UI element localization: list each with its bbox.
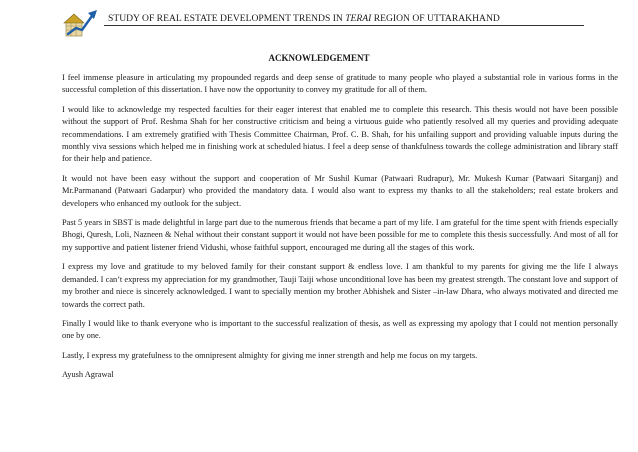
header-divider [104, 25, 584, 26]
paragraph: I would like to acknowledge my respected faculties for their eager interest that enabled me to complete this research. This thesis would not have been possible without the support of Prof. Reshma Shah for her constructive criticism and being a virtuous guide who patiently resolved all my queries and providing adequate recommendations. I am extremely gratified with Thesis Committee Chairman, Prof. C. B. Shah, for his unfailing support and providing valuable inputs during the monthly viva sessions which helped me in finishing work at scheduled hiatus. I feel a deep sense of thankfulness towards the college administration and library staff for their help and patience. [62, 104, 618, 164]
paragraph: It would not have been easy without the support and cooperation of Mr Sushil Kumar (Patwaari Rudrapur), Mr. Mukesh Kumar (Patwaari Sitarganj) and Mr.Parmanand (Patwaari Gadarpur) who provided the mandatory data. I would also want to express my thanks to all the stakeholders; real estate brokers and developers who enhanced my outlook for the subject. [62, 173, 618, 208]
page-header [0, 0, 638, 44]
header-title-suffix: REGION OF UTTARAKHAND [371, 13, 500, 24]
house-arrow-logo-icon [62, 4, 102, 40]
paragraph: Past 5 years in SBST is made delightful in large part due to the numerous friends that became a part of my life. I am grateful for the time spent with friends especially Bhogi, Quresh, Loli, Nazneen & Nehal without their constant support it would not have been possible for me to complete this thesis successfully. And most of all for my supportive and patient listener friend Vidushi, whose faithful support, encouraged me during all the stages of this work. [62, 218, 618, 252]
paragraph: Lastly, I express my gratefulness to the omnipresent almighty for giving me inner strength and help me focus on my targets. [62, 350, 478, 360]
page-title: ACKNOWLEDGEMENT [268, 53, 370, 63]
header-title [108, 13, 500, 24]
header-title-emphasis: TERAI [345, 13, 372, 24]
paragraph: Finally I would like to thank everyone who is important to the successful realization of thesis, as well as expressing my apology that I could not mention personally one by one. [62, 318, 618, 341]
document-body [62, 72, 618, 389]
author-signature: Ayush Agrawal [62, 370, 114, 380]
paragraph: I express my love and gratitude to my beloved family for their constant support & endless love. I am thankful to my parents for giving me the life I always demanded. I can’t express my appreciation for my grandmother, Tauji Taiji whose unconditional love has been my greatest strength. The constant love and support of my brother and niece is sincerely acknowledged. I want to specially mention my brother Abhishek and Sister –in-law Dhara, who always motivated and directed me towards the correct path. [62, 262, 618, 309]
header-title-prefix: STUDY OF REAL ESTATE DEVELOPMENT TRENDS IN [108, 13, 346, 24]
paragraph: I feel immense pleasure in articulating my propounded regards and deep sense of gratitude to many people who played a substantial role in various forms in the successful completion of this dissertation. I have now the opportunity to convey my gratitude for all of them. [62, 73, 618, 95]
